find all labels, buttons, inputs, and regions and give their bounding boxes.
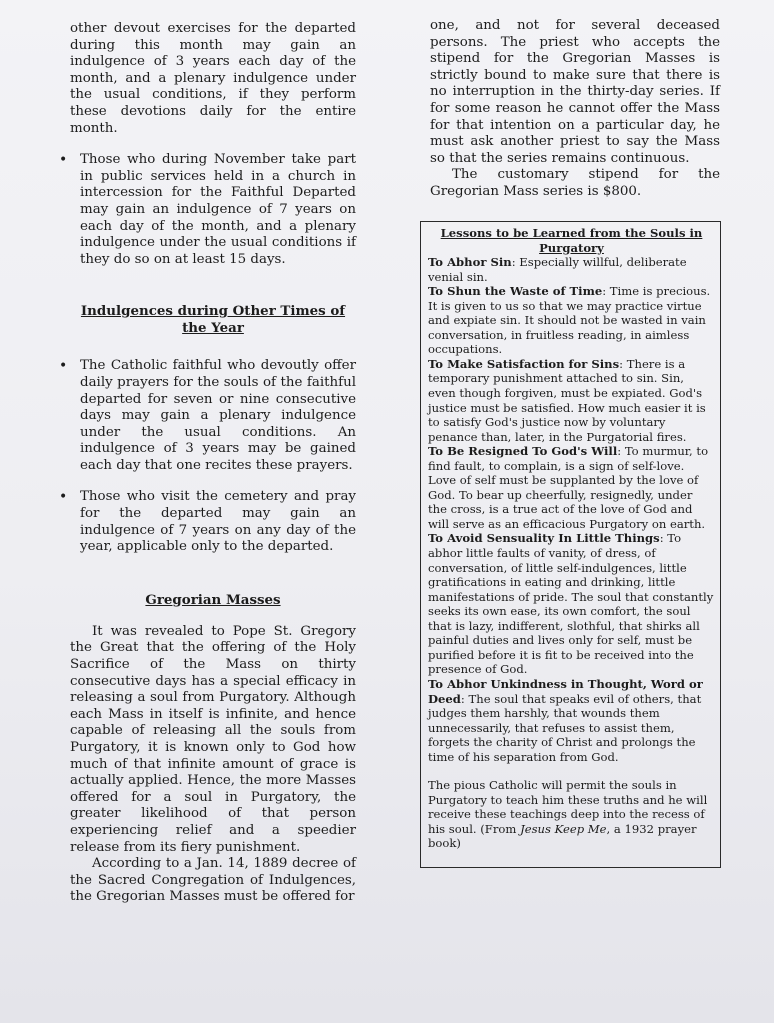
bullet-prayers — [59, 358, 356, 474]
lesson-text: : There is a temporary punishment attached to sin. Sin, even though forgiven, must be expiated. God's justice must be satisfied. How much easier it is to satisfy God's justice now by voluntary penance than, later, in the Purgatorial fires. — [428, 356, 706, 444]
lesson-text: : Time is precious. It is given to us so that we may practice virtue and expiate sin. It should not be wasted in vain conversation, in fruitless reading, in aimless occupations. — [428, 284, 711, 357]
lesson-heading: To Abhor Unkindness in Thought, Word or Deed — [428, 676, 703, 706]
lesson-text: : The soul that speaks evil of others, that judges them harshly, that wounds them unnecessarily, that refuses to assist them, forgets the charity of Christ and prolongs the time of his separation from God. — [428, 691, 702, 764]
intro-paragraph: other devout exercises for the departed during this month may gain an indulgence of 3 years each day of the month, and a plenary indulgence under the usual conditions, if they perform these devotions daily for the entire month. — [70, 21, 356, 136]
left-column — [59, 18, 356, 906]
lesson-item — [428, 284, 715, 357]
lesson-heading: To Avoid Sensuality In Little Things — [428, 531, 660, 546]
gregorian-paragraph-2: According to a Jan. 14, 1889 decree of the Sacred Congregation of Indulgences, the Gregorian Masses must be offered for — [70, 856, 356, 905]
bullet-prayers-text: The Catholic faithful who devoutly offer daily prayers for the souls of the faithful departed for seven or nine consecutive days may gain a plenary indulgence under the usual conditions. An indulgence of 3 years may be gained each day that one recites these prayers. — [80, 358, 356, 473]
bullet-dot-icon: • — [59, 489, 68, 506]
closing-text-after: , a 1932 prayer book) — [428, 821, 697, 851]
lesson-heading: To Be Resigned To God's Will — [428, 444, 618, 459]
lessons-box — [420, 221, 721, 868]
stipend-paragraph: The customary stipend for the Gregorian Mass series is $800. — [430, 167, 720, 199]
gregorian-paragraph-1: It was revealed to Pope St. Gregory the Great that the offering of the Holy Sacrifice of the Mass on thirty consecutive days has a special efficacy in releasing a soul from Purgatory. Although each Mass in itself is infinite, and hence capable of releasing all the souls from Purgatory, it is known only to God how much of that infinite amount of grace is actually applied. Hence, the more Masses offered for a soul in Purgatory, the greater likelihood of that person experiencing relief and a speedier release from its fiery punishment. — [70, 623, 356, 855]
closing-paragraph — [428, 778, 715, 851]
bullet-november — [59, 152, 356, 268]
bullet-cemetery-text: Those who visit the cemetery and pray for the departed may gain an indulgence of 7 years on any day of the year, applicable only to the departed. — [80, 489, 356, 555]
lesson-text: : To abhor little faults of vanity, of dress, of conversation, of little self-indulgences, little gratifications in eating and drinking, little manifestations of pride. The soul that constantly seeks its own ease, its own comfort, the soul that is lazy, indifferent, slothful, that shirks all painful duties and lives only for self, must be purified before it is fit to be received into the presence of God. — [428, 531, 714, 677]
bullet-november-text: Those who during November take part in public services held in a church in intercession for the Faithful Departed may gain an indulgence of 7 years on each day of the month, and a plenary indulgence under the usual conditions if they do so on at least 15 days. — [80, 152, 356, 267]
heading-other-times: Indulgences during Other Times of the Year — [80, 303, 346, 337]
lesson-item — [428, 531, 715, 676]
closing-book-title: Jesus Keep Me — [520, 821, 607, 836]
heading-gregorian: Gregorian Masses — [145, 591, 281, 608]
bullet-dot-icon: • — [59, 152, 68, 169]
lesson-text: : Especially willful, deliberate venial sin. — [428, 255, 687, 284]
lesson-item — [428, 255, 715, 284]
lesson-heading: To Make Satisfaction for Sins — [428, 356, 620, 371]
lesson-text: : To murmur, to find fault, to complain, is a sign of self-love. Love of self must be supplanted by the love of God. To bear up cheerfully, resignedly, under the cross, is a true act of the love of God and will serve as an efficacious Purgatory on earth. — [428, 444, 709, 531]
right-column — [430, 18, 720, 201]
lesson-item — [428, 444, 715, 531]
continued-paragraph: one, and not for several deceased persons. The priest who accepts the stipend for the Gregorian Masses is strictly bound to make sure that there is no interruption in the thirty-day series. If for some reason he cannot offer the Mass for that intention on a particular day, he must ask another priest to say the Mass so that the series remains continuous. — [430, 18, 720, 166]
lesson-item — [428, 357, 715, 444]
lessons-box-title: Lessons to be Learned from the Souls in Purgatory — [440, 226, 703, 255]
lesson-item — [428, 677, 715, 764]
bullet-dot-icon: • — [59, 358, 68, 375]
bullet-cemetery — [59, 489, 356, 555]
closing-text-before: The pious Catholic will permit the souls in Purgatory to teach him these truths and he will receive these teachings deep into the recess of his soul. (From — [428, 778, 708, 836]
lesson-heading: To Shun the Waste of Time — [428, 284, 603, 299]
lesson-heading: To Abhor Sin — [428, 255, 512, 270]
